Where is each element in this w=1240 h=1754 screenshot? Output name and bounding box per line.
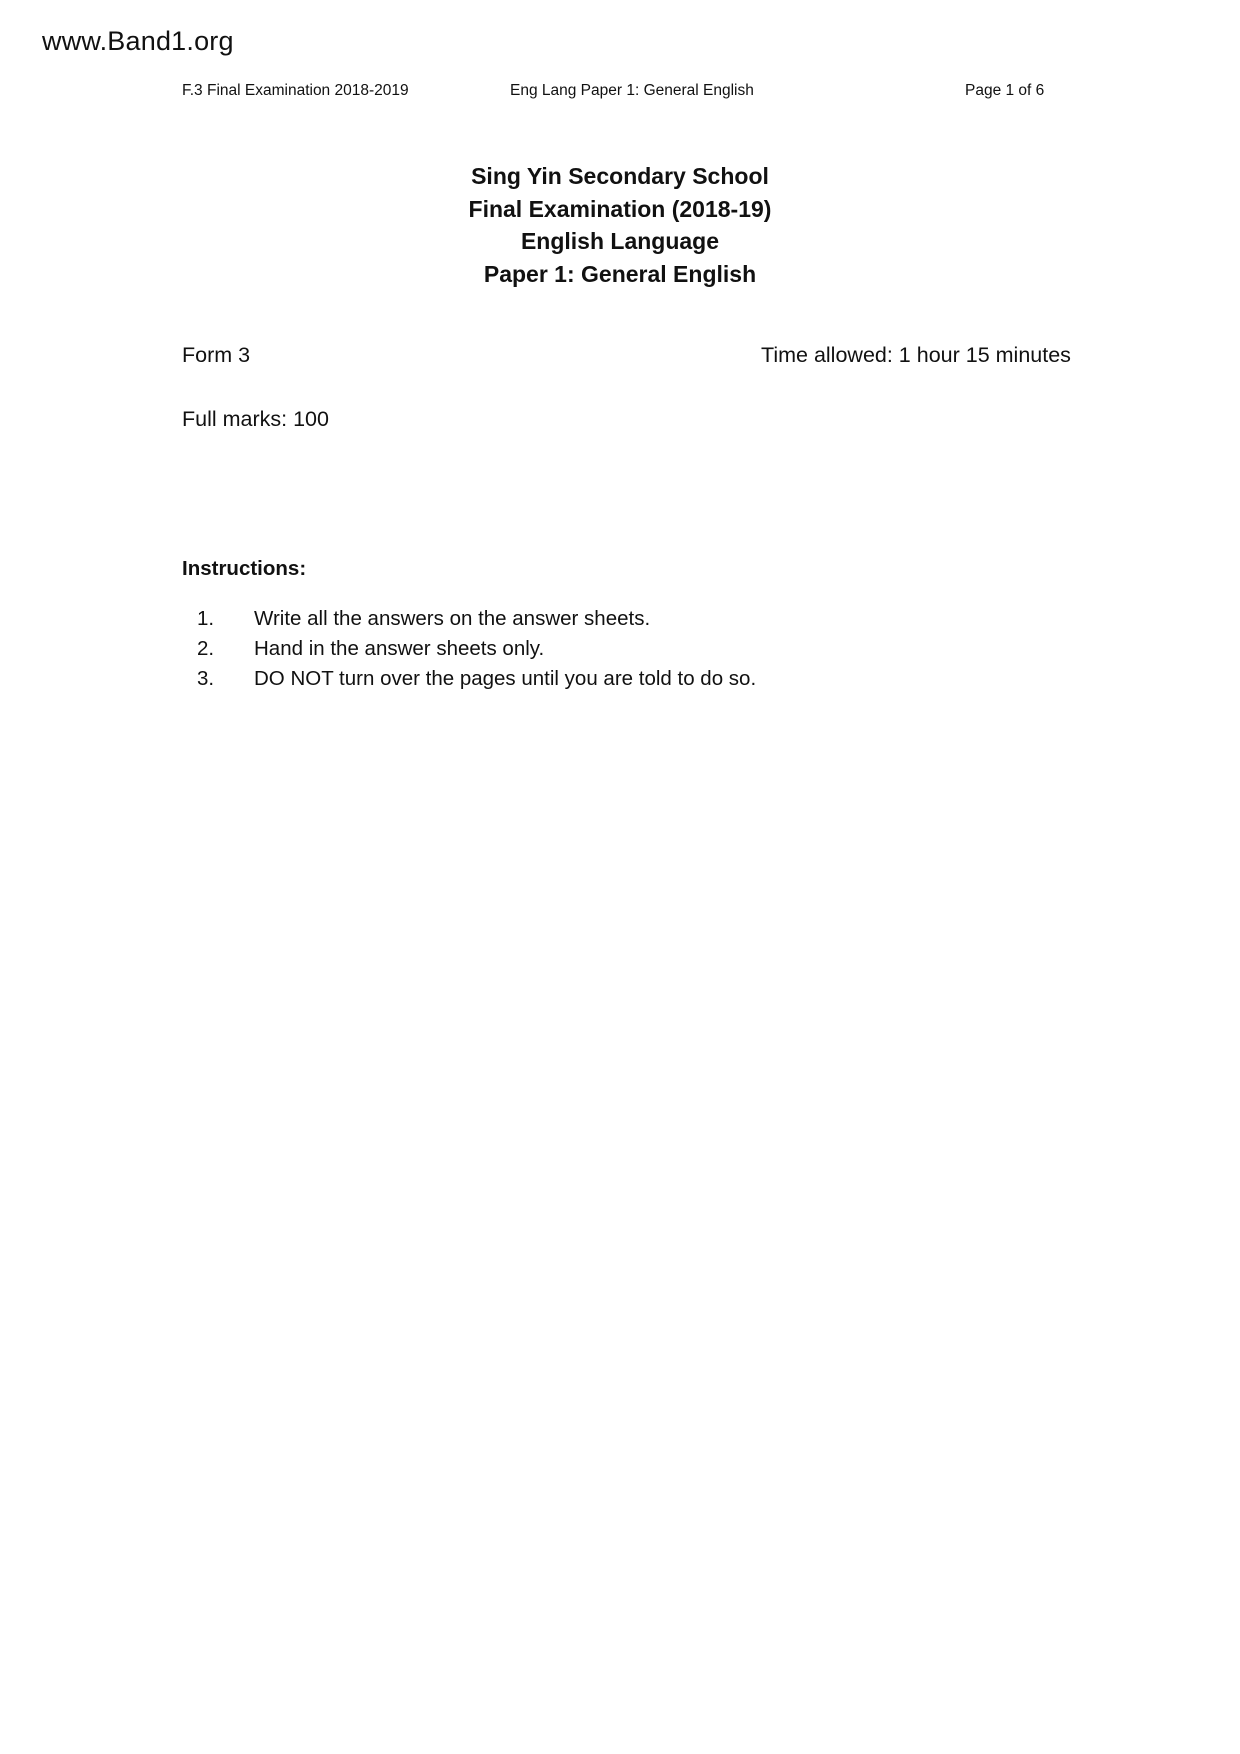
instructions-list [182,604,756,694]
instruction-item-1 [182,604,756,634]
instruction-text: DO NOT turn over the pages until you are told to do so. [254,667,757,690]
full-marks: Full marks: 100 [182,407,329,431]
instruction-number: 3. [197,667,215,690]
instruction-number: 1. [197,607,215,630]
watermark-url: www.Band1.org [42,26,234,56]
exam-title: Final Examination (2018-19) [468,195,772,222]
instruction-text: Hand in the answer sheets only. [254,637,545,660]
instruction-number: 2. [197,637,215,660]
subject-title: English Language [520,228,720,254]
instructions-heading: Instructions: [182,557,307,580]
paper-title: Paper 1: General English [483,260,757,287]
running-header-paper: Eng Lang Paper 1: General English [510,82,754,99]
school-name: Sing Yin Secondary School [471,163,769,189]
time-allowed: Time allowed: 1 hour 15 minutes [761,343,1071,367]
page-number: Page 1 of 6 [965,82,1045,99]
running-header-exam: F.3 Final Examination 2018-2019 [182,82,409,99]
instruction-item-3 [182,664,756,694]
form-level: Form 3 [182,343,251,367]
instruction-text: Write all the answers on the answer sheets. [254,607,651,630]
title-block [0,160,1240,290]
instruction-item-2 [182,634,756,664]
